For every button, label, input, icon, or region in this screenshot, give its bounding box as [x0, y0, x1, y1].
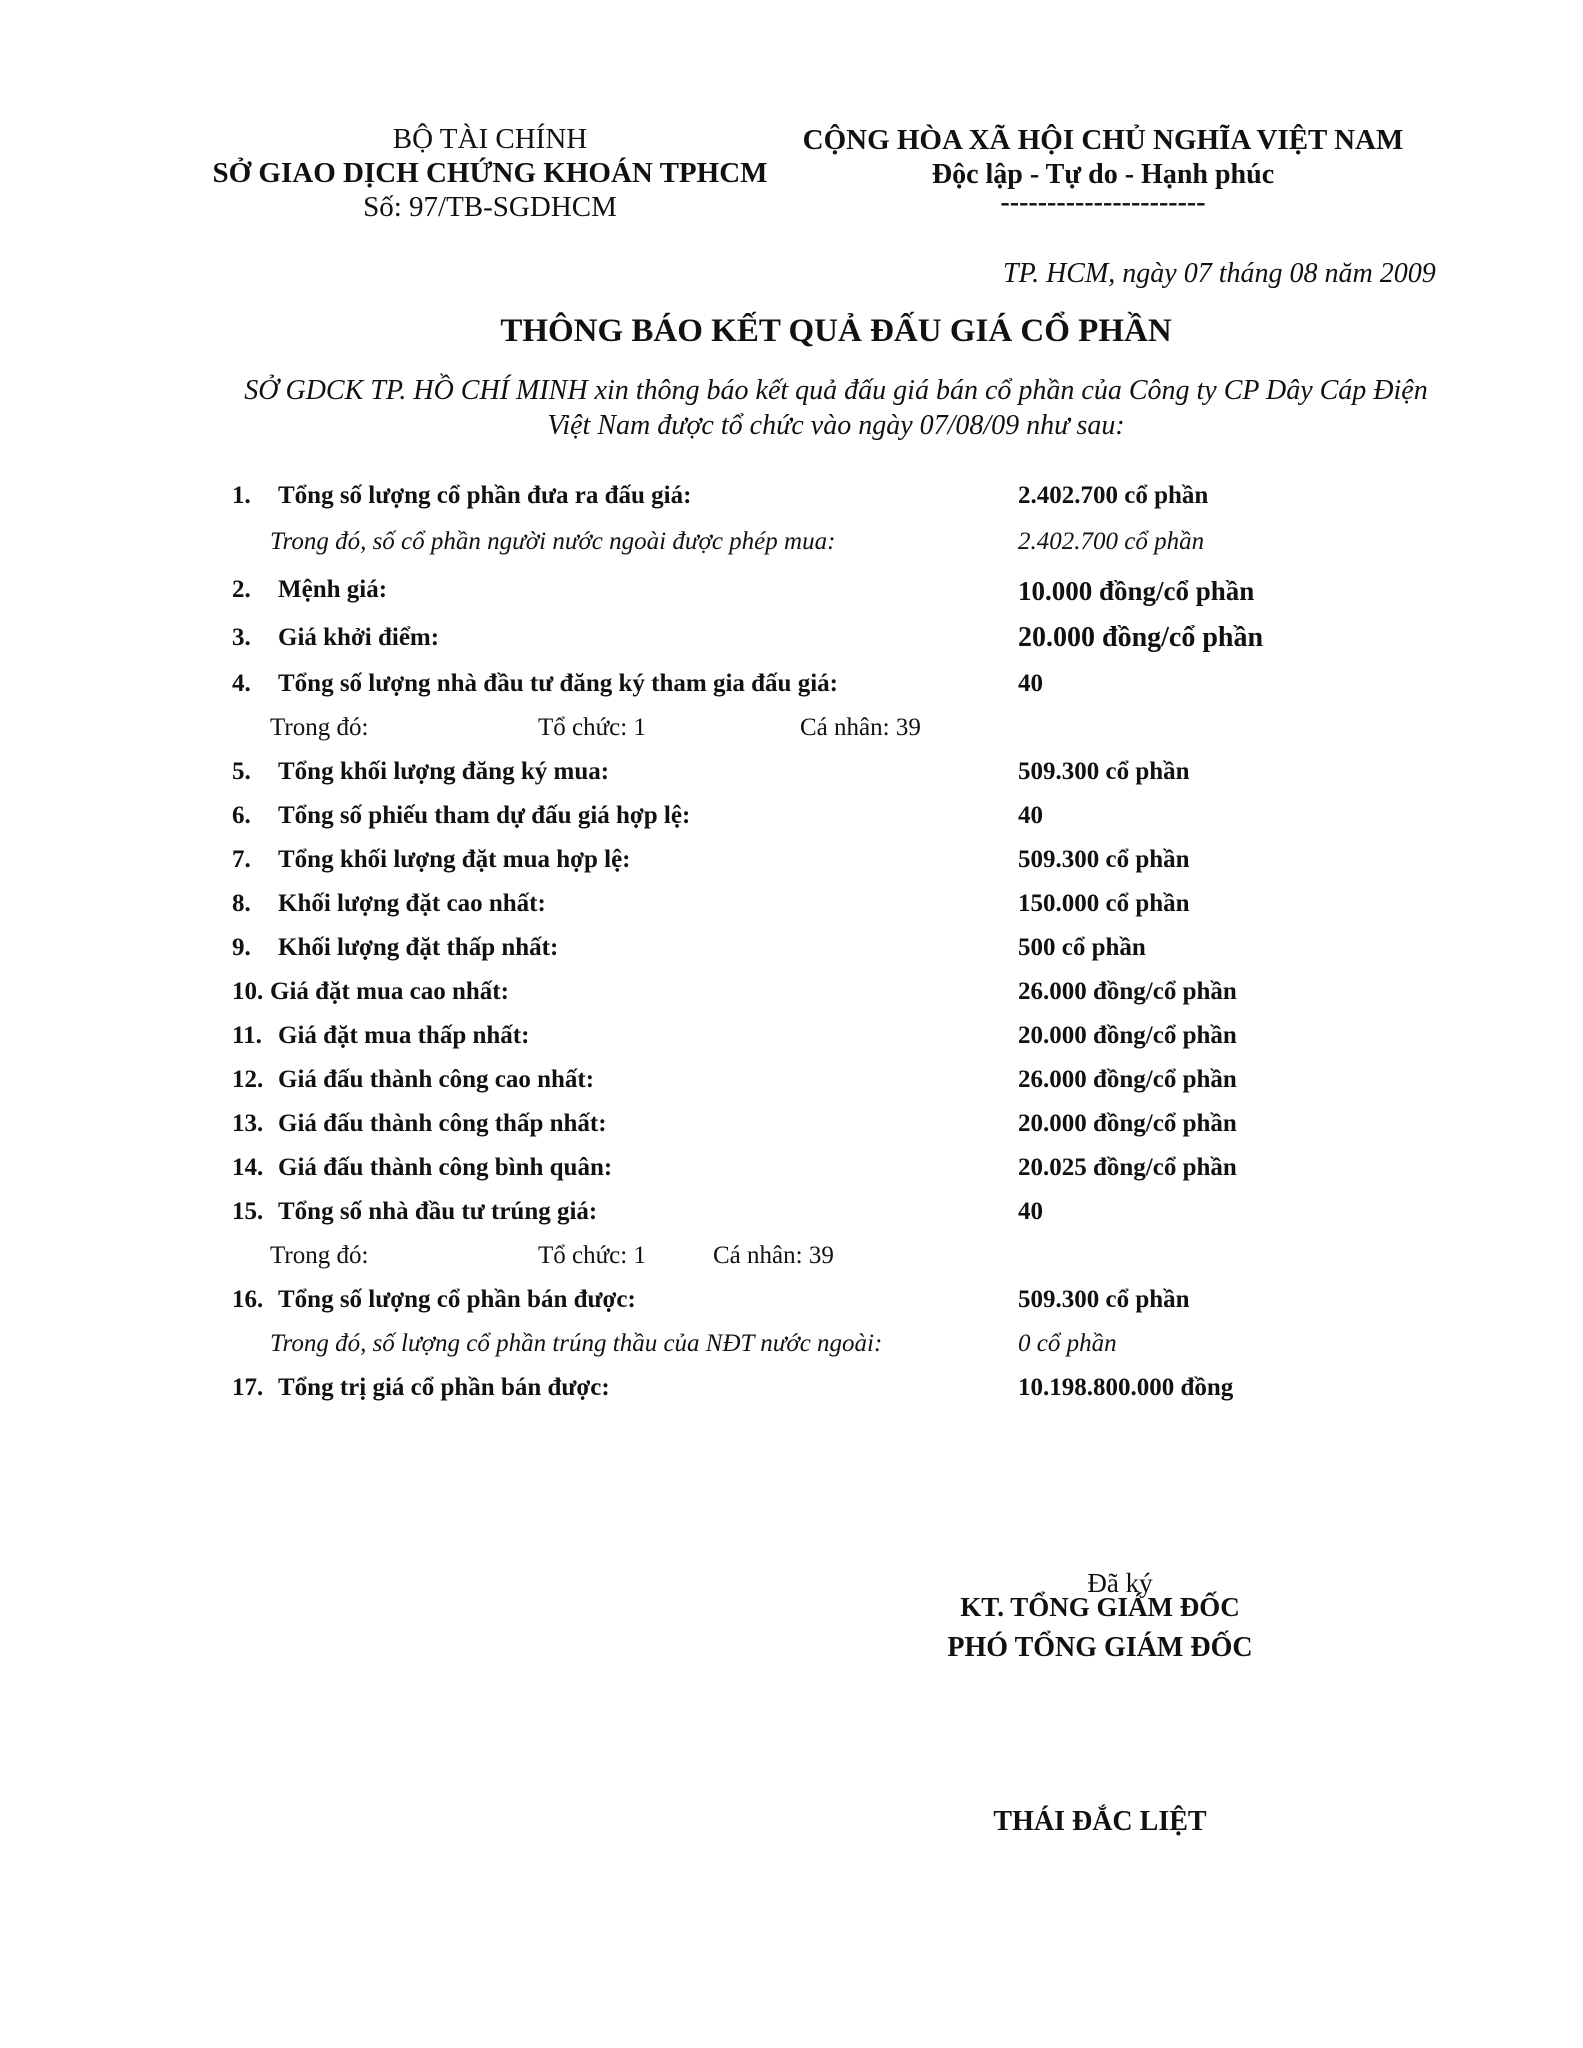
item-label: Giá đặt mua thấp nhất: — [278, 1022, 530, 1049]
item-value: 20.025 đồng/cổ phần — [1018, 1154, 1237, 1181]
item-value: 10.000 đồng/cổ phần — [1018, 576, 1255, 606]
item-label: Tổng số lượng cổ phần bán được: — [278, 1286, 636, 1313]
page-title: THÔNG BÁO KẾT QUẢ ĐẤU GIÁ CỔ PHẦN — [500, 313, 1172, 349]
breakdown-organizations: Tổ chức: 1 — [538, 714, 646, 741]
item-value: 2.402.700 cổ phần — [1018, 482, 1209, 509]
item-value: 40 — [1018, 670, 1043, 697]
item-number: 13. — [232, 1110, 264, 1137]
item-label: Giá đấu thành công thấp nhất: — [278, 1110, 607, 1137]
item-note-value: 0 cổ phần — [1018, 1330, 1117, 1357]
item-note-label: Trong đó, số lượng cổ phần trúng thầu của NĐT nước ngoài: — [270, 1330, 883, 1357]
nation-name: CỘNG HÒA XÃ HỘI CHỦ NGHĨA VIỆT NAM — [802, 124, 1404, 156]
item-number: 1. — [232, 482, 251, 509]
exchange-name: SỞ GIAO DỊCH CHỨNG KHOÁN TPHCM — [212, 157, 768, 189]
item-number: 2. — [232, 576, 251, 603]
item-value: 40 — [1018, 1198, 1043, 1225]
header-rule: ---------------------- — [1000, 187, 1206, 218]
item-label: Khối lượng đặt thấp nhất: — [278, 934, 559, 961]
item-value: 10.198.800.000 đồng — [1018, 1374, 1234, 1401]
item-value: 26.000 đồng/cổ phần — [1018, 1066, 1237, 1093]
item-label: Giá đặt mua cao nhất: — [270, 978, 509, 1005]
breakdown-label: Trong đó: — [270, 1242, 369, 1269]
signed-note: Đã ký — [1087, 1568, 1153, 1598]
item-number: 10. — [232, 978, 264, 1005]
item-label: Giá đấu thành công cao nhất: — [278, 1066, 595, 1093]
item-number: 5. — [232, 758, 251, 785]
item-label: Giá khởi điểm: — [278, 624, 440, 651]
item-number: 7. — [232, 846, 251, 873]
item-number: 15. — [232, 1198, 264, 1225]
item-label: Tổng số nhà đầu tư trúng giá: — [278, 1198, 598, 1225]
intro-line-2: Việt Nam được tổ chức vào ngày 07/08/09 như sau: — [547, 410, 1125, 441]
item-note-value: 2.402.700 cổ phần — [1018, 528, 1205, 555]
item-label: Tổng trị giá cổ phần bán được: — [278, 1374, 610, 1401]
item-value: 26.000 đồng/cổ phần — [1018, 978, 1237, 1005]
date-line: TP. HCM, ngày 07 tháng 08 năm 2009 — [1003, 258, 1436, 289]
item-value: 509.300 cổ phần — [1018, 758, 1190, 785]
signer-name: THÁI ĐẮC LIỆT — [993, 1806, 1207, 1837]
item-label: Giá đấu thành công bình quân: — [278, 1154, 613, 1181]
item-label: Tổng khối lượng đăng ký mua: — [278, 758, 610, 785]
item-label: Mệnh giá: — [278, 576, 388, 603]
item-value: 150.000 cổ phần — [1018, 890, 1190, 917]
item-number: 14. — [232, 1154, 264, 1181]
document-number: Số: 97/TB-SGDHCM — [363, 191, 617, 223]
intro-line-1: SỞ GDCK TP. HỒ CHÍ MINH xin thông báo kết quả đấu giá bán cổ phần của Công ty CP Dây Cáp Điện — [244, 375, 1428, 406]
item-label: Khối lượng đặt cao nhất: — [278, 890, 546, 917]
item-number: 8. — [232, 890, 251, 917]
signer-role-acting: KT. TỔNG GIÁM ĐỐC — [960, 1592, 1240, 1622]
item-value: 500 cổ phần — [1018, 934, 1146, 961]
item-number: 3. — [232, 624, 251, 651]
item-number: 4. — [232, 670, 251, 697]
item-label: Tổng khối lượng đặt mua hợp lệ: — [278, 846, 631, 873]
item-value: 20.000 đồng/cổ phần — [1018, 622, 1264, 653]
item-note-label: Trong đó, số cổ phần người nước ngoài được phép mua: — [270, 528, 836, 555]
item-value: 509.300 cổ phần — [1018, 846, 1190, 873]
breakdown-organizations: Tổ chức: 1 — [538, 1242, 646, 1269]
item-value: 509.300 cổ phần — [1018, 1286, 1190, 1313]
item-number: 11. — [232, 1022, 262, 1049]
item-number: 16. — [232, 1286, 264, 1313]
breakdown-label: Trong đó: — [270, 714, 369, 741]
ministry-name: BỘ TÀI CHÍNH — [392, 123, 588, 155]
breakdown-individuals: Cá nhân: 39 — [713, 1242, 834, 1269]
item-value: 20.000 đồng/cổ phần — [1018, 1022, 1237, 1049]
breakdown-individuals: Cá nhân: 39 — [800, 714, 921, 741]
item-value: 40 — [1018, 802, 1043, 829]
item-number: 17. — [232, 1374, 264, 1401]
signer-title: PHÓ TỔNG GIÁM ĐỐC — [947, 1632, 1253, 1663]
national-motto: Độc lập - Tự do - Hạnh phúc — [931, 159, 1275, 190]
item-number: 9. — [232, 934, 251, 961]
item-number: 12. — [232, 1066, 264, 1093]
item-label: Tổng số phiếu tham dự đấu giá hợp lệ: — [278, 802, 691, 829]
item-value: 20.000 đồng/cổ phần — [1018, 1110, 1237, 1137]
item-label: Tổng số lượng nhà đầu tư đăng ký tham gia đấu giá: — [278, 670, 838, 697]
item-number: 6. — [232, 802, 251, 829]
item-label: Tổng số lượng cổ phần đưa ra đấu giá: — [278, 482, 692, 509]
